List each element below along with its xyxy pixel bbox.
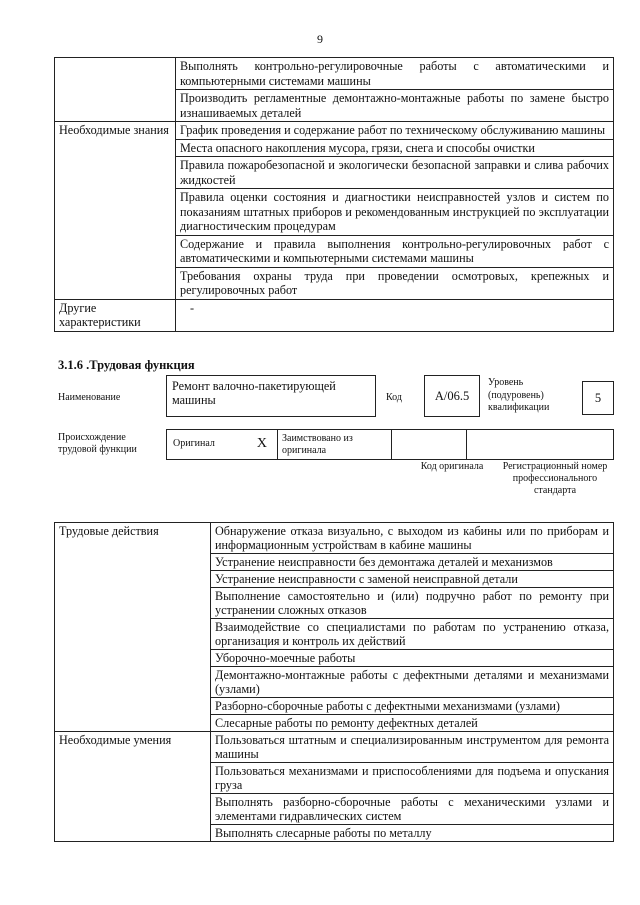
section-title: 3.1.6 .Трудовая функция <box>58 358 195 372</box>
original-label: Оригинал <box>173 438 215 450</box>
code-label: Код <box>386 392 402 403</box>
level-value: 5 <box>594 391 602 405</box>
knowledge-cell: Требования охраны труда при проведении осмотровых, крепежных и регулировочных работ <box>176 267 614 299</box>
action-cell: Слесарные работы по ремонту дефектных деталей <box>211 715 614 732</box>
code-caption: Код оригинала <box>420 461 484 472</box>
skill-cell: Выполнять слесарные работы по металлу <box>211 825 614 842</box>
action-cell: Демонтажно-монтажные работы с дефектными деталями и механизмами (узлами) <box>211 667 614 698</box>
function-name-box <box>166 375 376 417</box>
action-cell: Устранение неисправности без демонтажа деталей и механизмов <box>211 554 614 571</box>
labor-actions-table <box>54 522 614 842</box>
reg-caption: Регистрационный номер профессионального стандарта <box>502 461 608 496</box>
skill-cell: Выполнять разборно-сборочные работы с механическими узлами и элементами гидравлических систем <box>211 794 614 825</box>
table-row <box>55 58 614 90</box>
action-cell: Разборно-сборочные работы с дефектными механизмами (узлами) <box>211 698 614 715</box>
knowledge-cell: График проведения и содержание работ по техническому обслуживанию машины <box>176 122 614 140</box>
original-mark: X <box>256 436 267 452</box>
action-cell: Выполнение самостоятельно и (или) подручно работ по ремонту при устранении сложных отказов <box>211 588 614 619</box>
level-value-box <box>582 381 614 415</box>
level-label: Уровень (подуровень) квалификации <box>488 377 550 413</box>
table-row <box>55 732 614 763</box>
page-number: 9 <box>317 32 323 46</box>
reg-number-cell <box>467 430 614 460</box>
table-row <box>55 122 614 140</box>
action-cell: Взаимодействие со специалистами по работам по устранению отказа, организация и контроль их действий <box>211 619 614 650</box>
function-name-value: Ремонт валочно-пакетирующей машины <box>172 379 336 407</box>
skill-cell: Пользоваться штатным и специализированным инструментом для ремонта машины <box>211 732 614 763</box>
row-label: Необходимые умения <box>55 732 211 842</box>
requirement-cell: Выполнять контрольно-регулировочные работы с автоматическими и компьютерными системами машины <box>176 58 614 90</box>
top-requirements-table <box>54 57 614 332</box>
borrowed-cell: Заимствовано из оригинала <box>278 430 392 460</box>
action-cell: Устранение неисправности с заменой неисправной детали <box>211 571 614 588</box>
row-label <box>55 58 176 122</box>
requirement-cell: Производить регламентные демонтажно-монтажные работы по замене быстро изнашиваемых деталей <box>176 90 614 122</box>
row-label: Необходимые знания <box>55 122 176 300</box>
name-label: Наименование <box>58 392 121 403</box>
origin-table <box>166 429 614 460</box>
knowledge-cell: Правила пожаробезопасной и экологически безопасной заправки и слива рабочих жидкостей <box>176 157 614 189</box>
action-cell: Обнаружение отказа визуально, с выходом из кабины или по приборам и информационным устройствам в кабине машины <box>211 523 614 554</box>
table-row <box>55 523 614 554</box>
row-label: Трудовые действия <box>55 523 211 732</box>
code-value: А/06.5 <box>434 389 470 403</box>
row-label: Другие характеристики <box>55 299 176 331</box>
code-value-box <box>424 375 480 417</box>
action-cell: Уборочно-моечные работы <box>211 650 614 667</box>
skill-cell: Пользоваться механизмами и приспособлениями для подъема и опускания груза <box>211 763 614 794</box>
knowledge-cell: Содержание и правила выполнения контрольно-регулировочных работ с автоматическими и компьютерными системами машины <box>176 235 614 267</box>
knowledge-cell: Места опасного накопления мусора, грязи, снега и способы очистки <box>176 139 614 157</box>
other-characteristics-cell: - <box>176 299 614 331</box>
table-row <box>55 299 614 331</box>
original-cell <box>167 430 278 460</box>
knowledge-cell: Правила оценки состояния и диагностики неисправностей узлов и систем по показаниям штатных приборов и рекомендованным инструкцией по эксплуатации диагностическим процедурам <box>176 189 614 236</box>
origin-label: Происхождение трудовой функции <box>58 432 137 455</box>
original-code-cell <box>392 430 467 460</box>
